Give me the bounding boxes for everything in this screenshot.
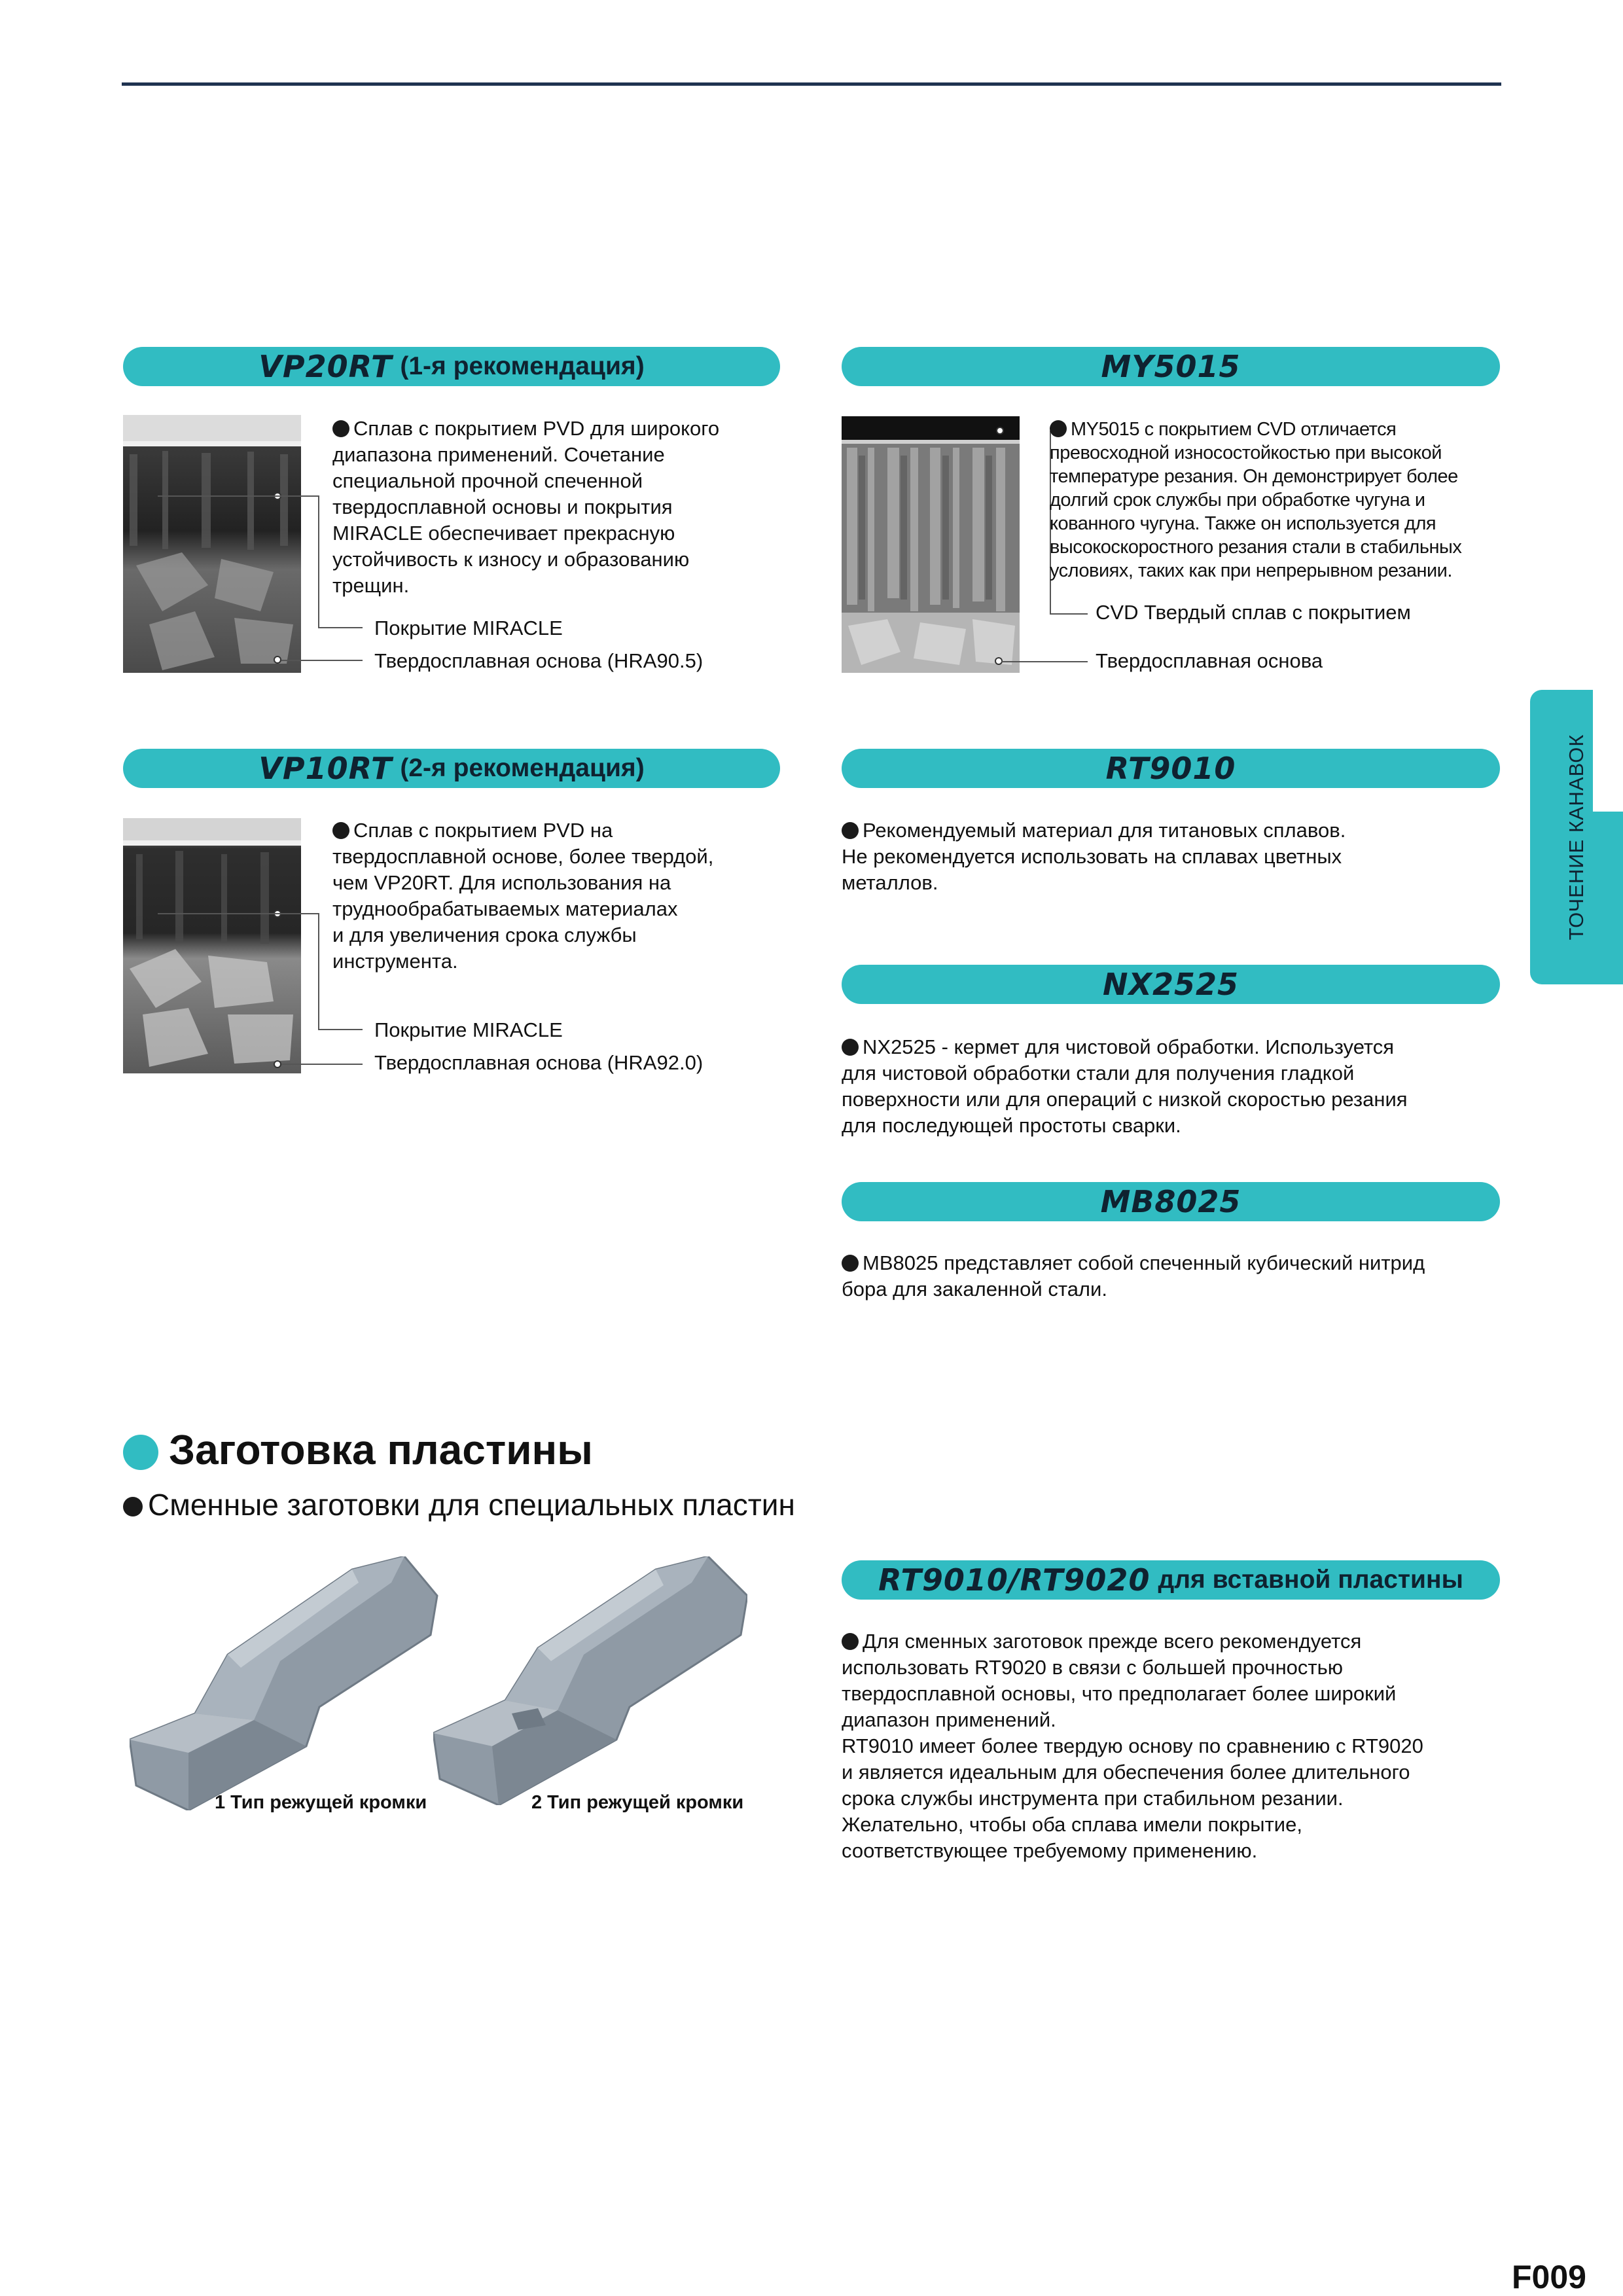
micrograph-my5015	[842, 416, 1020, 673]
insert-blank-type2	[433, 1556, 747, 1805]
leader-line	[158, 495, 319, 497]
grade-bar-rt9010	[842, 749, 1500, 788]
leader-line	[281, 660, 363, 661]
grade-description	[842, 1250, 1503, 1302]
bullet-dot	[842, 1039, 859, 1056]
grade-name: VP20RT	[259, 349, 393, 384]
grade-description	[842, 817, 1503, 896]
bullet-dot	[842, 822, 859, 839]
page-number: F009	[1512, 2259, 1586, 2295]
grade-text: Сплав с покрытием PVD для широкого диапазона применений. Сочетание специальной прочной спеченной твердосплавной основы и покрытия MIRACLE обеспечивает прекрасную устойчивость к износу и образованию трещин.	[332, 417, 720, 597]
grade-name: VP10RT	[259, 751, 393, 786]
section-heading-dot	[123, 1435, 158, 1470]
leader-line	[1050, 613, 1088, 615]
micrograph-vp10rt	[123, 818, 301, 1073]
grade-name: RT9010/RT9020	[878, 1562, 1150, 1598]
bullet-dot	[123, 1497, 143, 1516]
grade-bar-my5015	[842, 347, 1500, 386]
grade-note: для вставной пластины	[1158, 1566, 1463, 1594]
grade-text: NX2525 - кермет для чистовой обработки. Используется для чистовой обработки стали для получения гладкой поверхности или для операций с низкой скоростью резания для последующей простоты сварки.	[842, 1035, 1408, 1137]
bullet-dot	[332, 420, 349, 437]
grade-name: MY5015	[1101, 349, 1241, 384]
layer-label-coating: CVD Твердый сплав с покрытием	[1096, 601, 1411, 624]
micrograph-vp20rt	[123, 415, 301, 673]
grade-bar-vp10rt	[123, 749, 780, 788]
grade-description	[332, 416, 791, 599]
grade-name: NX2525	[1103, 967, 1239, 1002]
top-rule	[122, 82, 1501, 86]
grade-text: Сплав с покрытием PVD на твердосплавной основе, более твердой, чем VP20RT. Для использования на труднообрабатываемых материалах и для увеличения срока службы инструмента.	[332, 819, 714, 973]
leader-line	[318, 913, 319, 1030]
leader-line	[318, 1029, 363, 1030]
grade-bar-nx2525	[842, 965, 1500, 1004]
insert-blank-type1	[130, 1556, 444, 1810]
grade-note: (1-я рекомендация)	[400, 352, 645, 380]
insert2-caption: 2 Тип режущей кромки	[531, 1792, 744, 1813]
grade-text: MY5015 с покрытием CVD отличается превосходной износостойкостью при высокой температуре резания. Он демонстрирует более долгий срок службы при обработке чугуна и кованного чугуна. Также он используется для высокоскоростного резания стали в стабильных условиях, таких как при непрерывном резании.	[1050, 419, 1462, 581]
layer-label-coating: Покрытие MIRACLE	[374, 617, 563, 639]
leader-line	[1001, 661, 1088, 662]
section-subtitle	[123, 1487, 795, 1522]
blank-text: Для сменных заготовок прежде всего рекомендуется использовать RT9020 в связи с большей прочностью твердосплавной основы, что предполагает более широкий диапазон применений. RT9010 имеет более твердую основу по сравнению с RT9020 и является идеальным для обеспечения более длительного срока службы инструмента при стабильном резании. Желательно, чтобы оба сплава имели покрытие, соответствующее требуемому применению.	[842, 1630, 1423, 1862]
layer-label-coating: Покрытие MIRACLE	[374, 1018, 563, 1041]
layer-label-substrate: Твердосплавная основа	[1096, 649, 1323, 672]
leader-line	[318, 495, 319, 628]
layer-label-substrate: Твердосплавная основа (HRA90.5)	[374, 649, 704, 672]
blank-description	[842, 1628, 1503, 1864]
grade-note: (2-я рекомендация)	[400, 754, 645, 782]
bullet-dot	[1050, 420, 1067, 437]
layer-label-substrate: Твердосплавная основа (HRA92.0)	[374, 1051, 704, 1074]
side-tab-label: ТОЧЕНИЕ КАНАВОК	[1565, 734, 1588, 941]
grade-description	[1050, 418, 1508, 583]
section-subtitle-text: Сменные заготовки для специальных пластин	[148, 1488, 795, 1522]
insert1-caption: 1 Тип режущей кромки	[215, 1792, 427, 1813]
grade-bar-rt9010-rt9020	[842, 1560, 1500, 1600]
bullet-dot	[842, 1255, 859, 1272]
bullet-dot	[842, 1633, 859, 1650]
grade-text: Рекомендуемый материал для титановых сплавов. Не рекомендуется использовать на сплавах цветных металлов.	[842, 819, 1346, 894]
grade-description	[332, 817, 791, 975]
grade-name: MB8025	[1100, 1184, 1241, 1219]
bullet-dot	[332, 822, 349, 839]
leader-line	[158, 913, 319, 914]
leader-line	[318, 627, 363, 628]
grade-description	[842, 1034, 1503, 1139]
leader-line	[281, 1064, 363, 1065]
section-title: Заготовка пластины	[169, 1426, 593, 1473]
grade-name: RT9010	[1105, 751, 1236, 786]
grade-bar-mb8025	[842, 1182, 1500, 1221]
side-tab-notch	[1593, 690, 1623, 812]
grade-bar-vp20rt	[123, 347, 780, 386]
grade-text: MB8025 представляет собой спеченный кубический нитрид бора для закаленной стали.	[842, 1251, 1425, 1300]
